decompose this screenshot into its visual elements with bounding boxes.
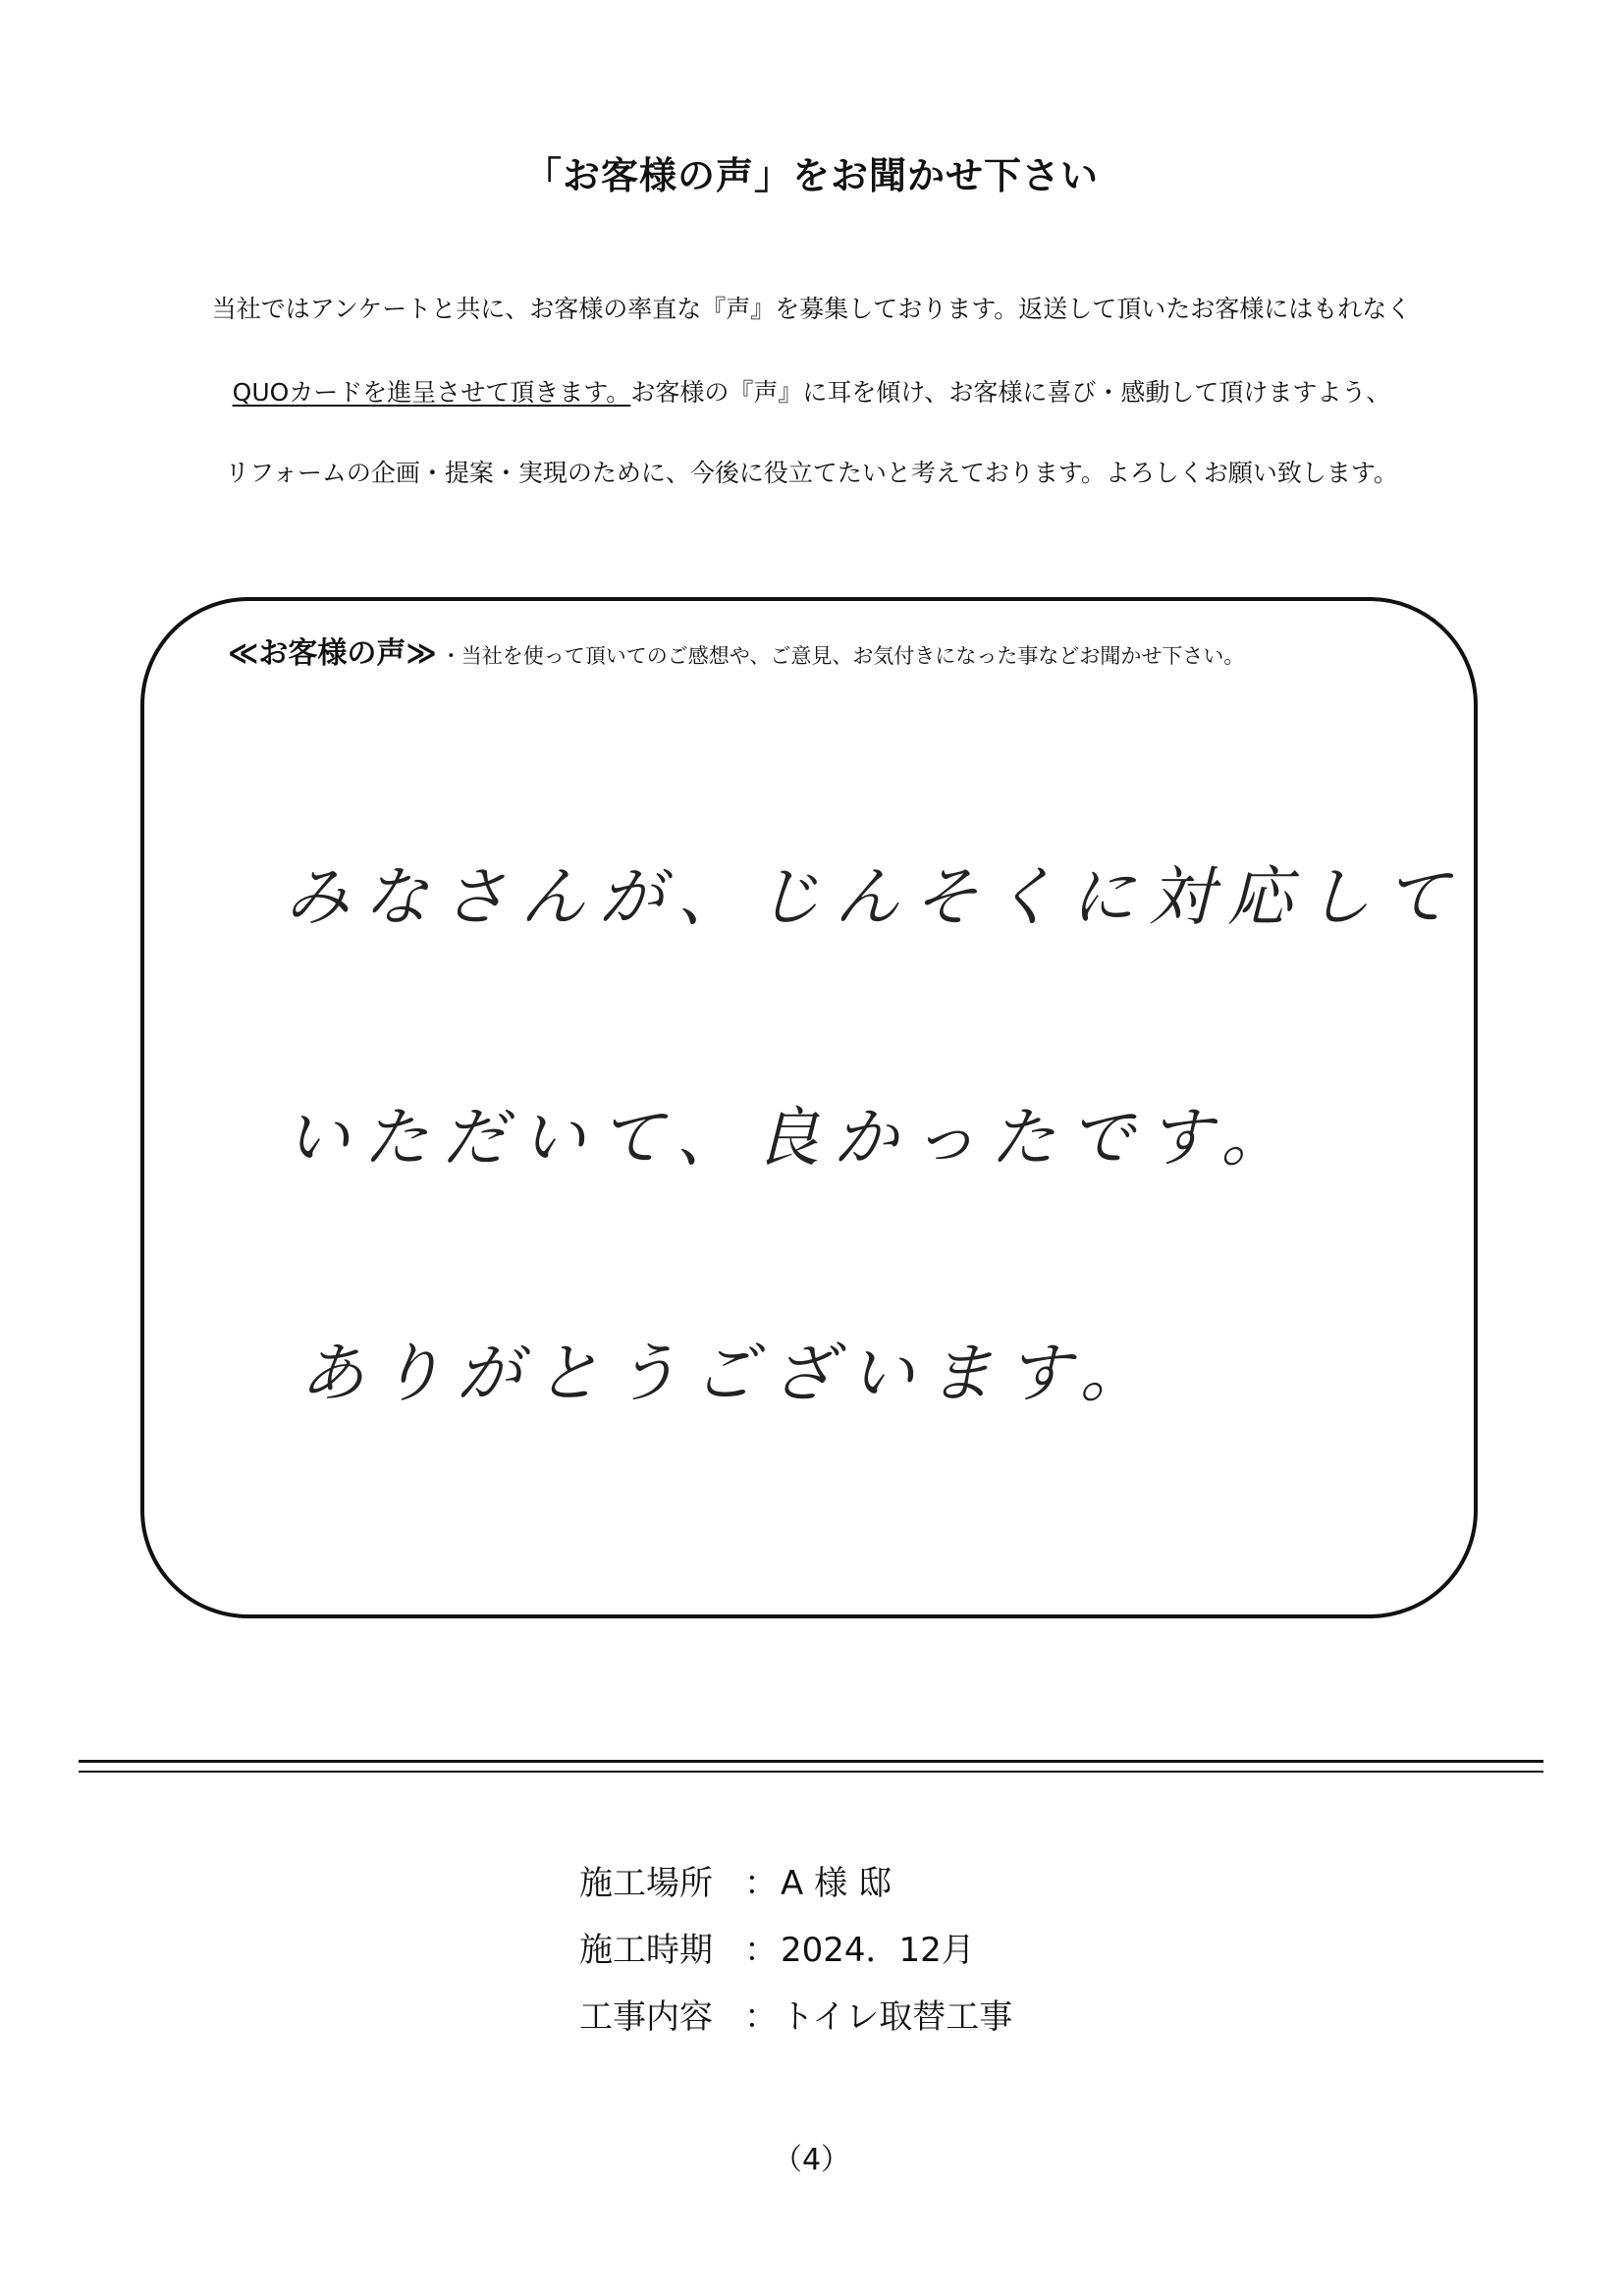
handwritten-line-3: ありがとうございます。 <box>299 1336 1159 1411</box>
quo-card-note: QUOカードを進呈させて頂きます。 <box>232 378 631 407</box>
voice-box-title: ≪お客様の声≫ <box>228 636 437 671</box>
detail-period <box>579 1923 975 1971</box>
divider-top <box>79 1760 1543 1763</box>
detail-separator: ： <box>744 1931 778 1970</box>
detail-period-label: 施工時期 <box>579 1931 713 1970</box>
handwritten-line-1: みなさんが、じんそくに対応して <box>285 859 1463 935</box>
detail-location <box>579 1856 892 1904</box>
page-title: 「お客様の声」をお聞かせ下さい <box>523 154 1099 197</box>
detail-work-label: 工事内容 <box>579 1997 713 2037</box>
intro-line-2-rest: お客様の『声』に耳を傾け、お客様に喜び・感動して頂けますよう、 <box>630 378 1391 407</box>
detail-location-label: 施工場所 <box>579 1864 713 1903</box>
divider-bottom <box>79 1771 1543 1773</box>
detail-work-value: トイレ取替工事 <box>781 1997 1013 2037</box>
detail-location-value: A 様 邸 <box>781 1864 892 1903</box>
detail-period-value: 2024．12月 <box>781 1931 975 1970</box>
page-number: （4） <box>772 2143 851 2177</box>
voice-box-instructions: ・当社を使って頂いてのご感想や、ご意見、お気付きになった事などお聞かせ下さい。 <box>440 644 1245 668</box>
detail-work <box>579 1990 1012 2038</box>
voice-box-heading <box>228 629 1244 672</box>
intro-line-3: リフォームの企画・提案・実現のために、今後に役立てたいと考えております。よろしくお願い致します。 <box>225 459 1398 487</box>
handwritten-line-2: いただいて、良かったです。 <box>285 1100 1300 1175</box>
intro-line-2 <box>0 378 1623 408</box>
detail-separator: ： <box>744 1864 778 1903</box>
intro-line-1: 当社ではアンケートと共に、お客様の率直な『声』を募集しております。返送して頂いたお客様にはもれなく <box>211 295 1412 323</box>
detail-separator: ： <box>744 1997 778 2037</box>
